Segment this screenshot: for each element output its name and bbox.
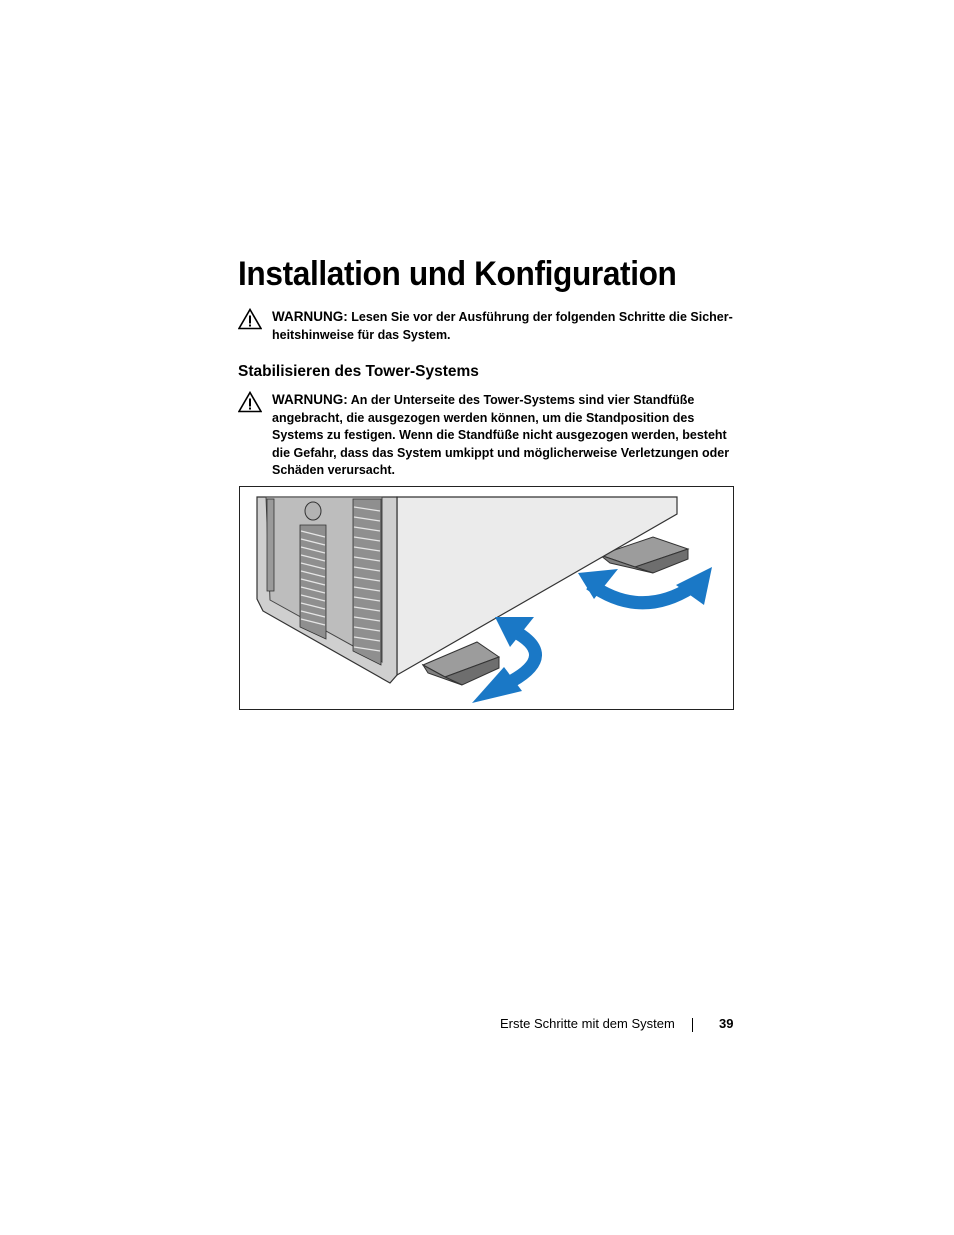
- warning-text: Lesen Sie vor der Ausführung der folgenden Schritte die Sicher-heitshinweise für das System.: [272, 310, 733, 342]
- rotate-arrow-icon: [578, 567, 712, 605]
- warning-label: WARNUNG:: [272, 392, 348, 407]
- warning-note: [238, 391, 738, 480]
- footer-separator: [692, 1018, 693, 1032]
- warning-text: An der Unterseite des Tower-Systems sind vier Standfüße angebracht, die ausgezogen werden können, um die Standposition des Systems zu festigen. Wenn die Standfüße nicht ausgezogen werden, besteht die Gefahr, dass das System umkippt und möglicherweise Verletzungen oder Schäden verursacht.: [272, 393, 730, 477]
- section-title: Stabilisieren des Tower-Systems: [238, 363, 479, 380]
- warning-triangle-icon: [238, 391, 262, 419]
- warning-label: WARNUNG:: [272, 309, 348, 324]
- footer-title: Erste Schritte mit dem System: [500, 1016, 675, 1031]
- tower-server-illustration: [240, 487, 734, 710]
- warning-note: [238, 308, 738, 344]
- page-number: 39: [719, 1016, 734, 1031]
- tower-stabilizer-figure: [239, 486, 734, 710]
- warning-triangle-icon: [238, 308, 262, 336]
- page-title: Installation und Konfiguration: [238, 255, 677, 293]
